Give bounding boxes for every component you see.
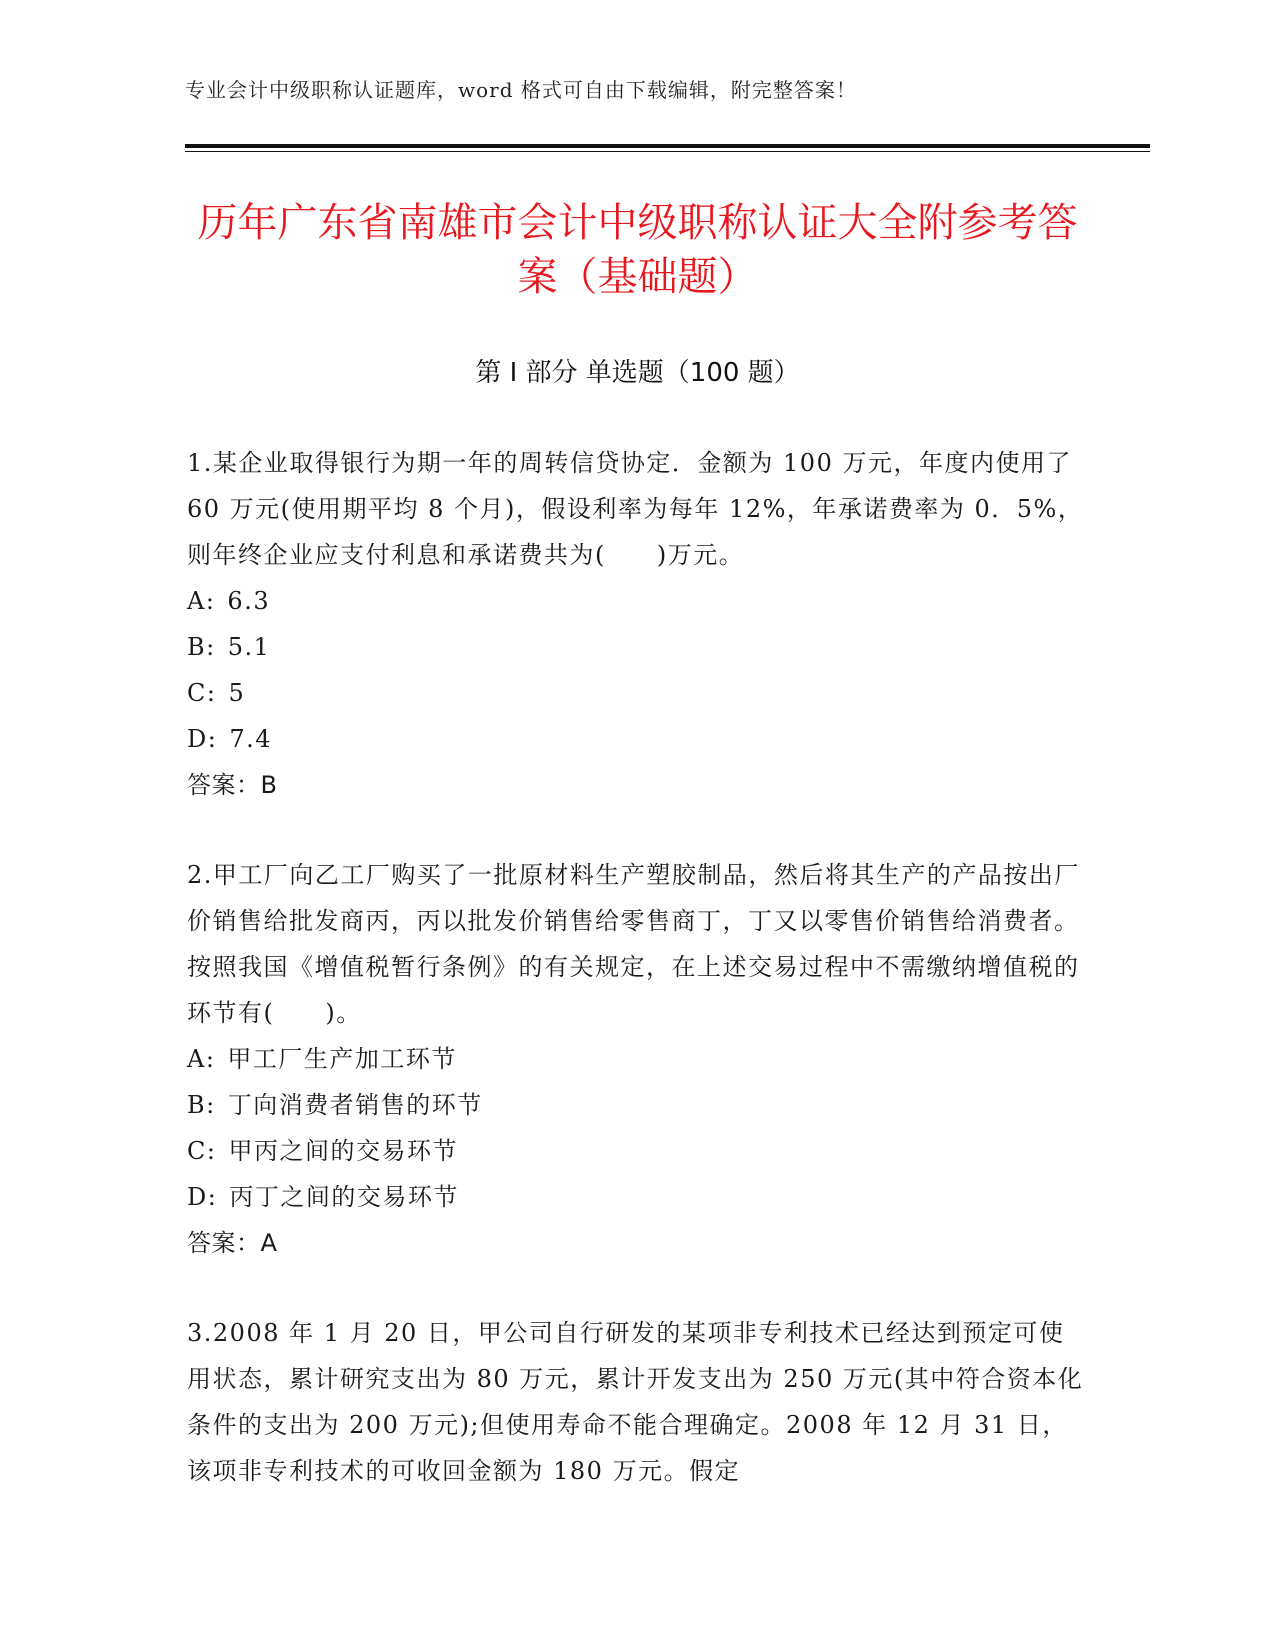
option-text: 丙丁之间的交易环节 [229,1183,459,1211]
option-d [187,716,1087,762]
option-text: 丁向消费者销售的环节 [227,1091,483,1119]
option-a [187,1036,1087,1082]
option-letter: C: [187,1137,217,1165]
question-list [187,440,1087,1538]
option-b [187,624,1087,670]
question-stem: 2.甲工厂向乙工厂购买了一批原材料生产塑胶制品，然后将其生产的产品按出厂价销售给批发商丙，丙以批发价销售给零售商丁，丁又以零售价销售给消费者。按照我国《增值税暂行条例》的有关规定，在上述交易过程中不需缴纳增值税的环节有( )。 [187,861,1080,1027]
option-c [187,1128,1087,1174]
option-letter: C: [187,679,217,707]
option-text: 甲工厂生产加工环节 [227,1045,457,1073]
option-d [187,1174,1087,1220]
option-text: 甲丙之间的交易环节 [228,1137,458,1165]
option-text: 5 [228,679,246,707]
question-3 [187,1310,1087,1494]
answer-line: 答案：B [187,771,278,799]
option-letter: A: [187,587,216,615]
option-a [187,578,1087,624]
option-c [187,670,1087,716]
option-text: 7.4 [229,725,272,753]
option-letter: D: [187,725,218,753]
header-rule-thick [185,144,1150,148]
question-1 [187,440,1087,808]
header-note: 专业会计中级职称认证题库，word 格式可自由下载编辑，附完整答案！ [185,78,857,102]
question-stem: 3.2008 年 1 月 20 日，甲公司自行研发的某项非专利技术已经达到预定可使用状态，累计研究支出为 80 万元，累计开发支出为 250 万元(其中符合资本化条件的支出为 200 万元);但使用寿命不能合理确定。2008 年 12 月 31 日，该项非专利技术的可收回金额为 180 万元。假定 [187,1319,1084,1485]
option-letter: B: [187,1091,216,1119]
option-letter: A: [187,1045,216,1073]
question-stem: 1.某企业取得银行为期一年的周转信贷协定．金额为 100 万元，年度内使用了 60 万元(使用期平均 8 个月)，假设利率为每年 12%，年承诺费率为 0．5%，则年终企业应支付利息和承诺费共为( )万元。 [187,449,1084,569]
document-title: 历年广东省南雄市会计中级职称认证大全附参考答案（基础题） [197,200,1078,300]
option-text: 5.1 [227,633,271,661]
header-rule-thin [185,151,1150,152]
question-2 [187,852,1087,1266]
option-letter: D: [187,1183,218,1211]
option-text: 6.3 [227,587,271,615]
section-title: 第 I 部分 单选题（100 题） [475,358,800,388]
option-b [187,1082,1087,1128]
option-letter: B: [187,633,216,661]
answer-line: 答案：A [187,1229,278,1257]
